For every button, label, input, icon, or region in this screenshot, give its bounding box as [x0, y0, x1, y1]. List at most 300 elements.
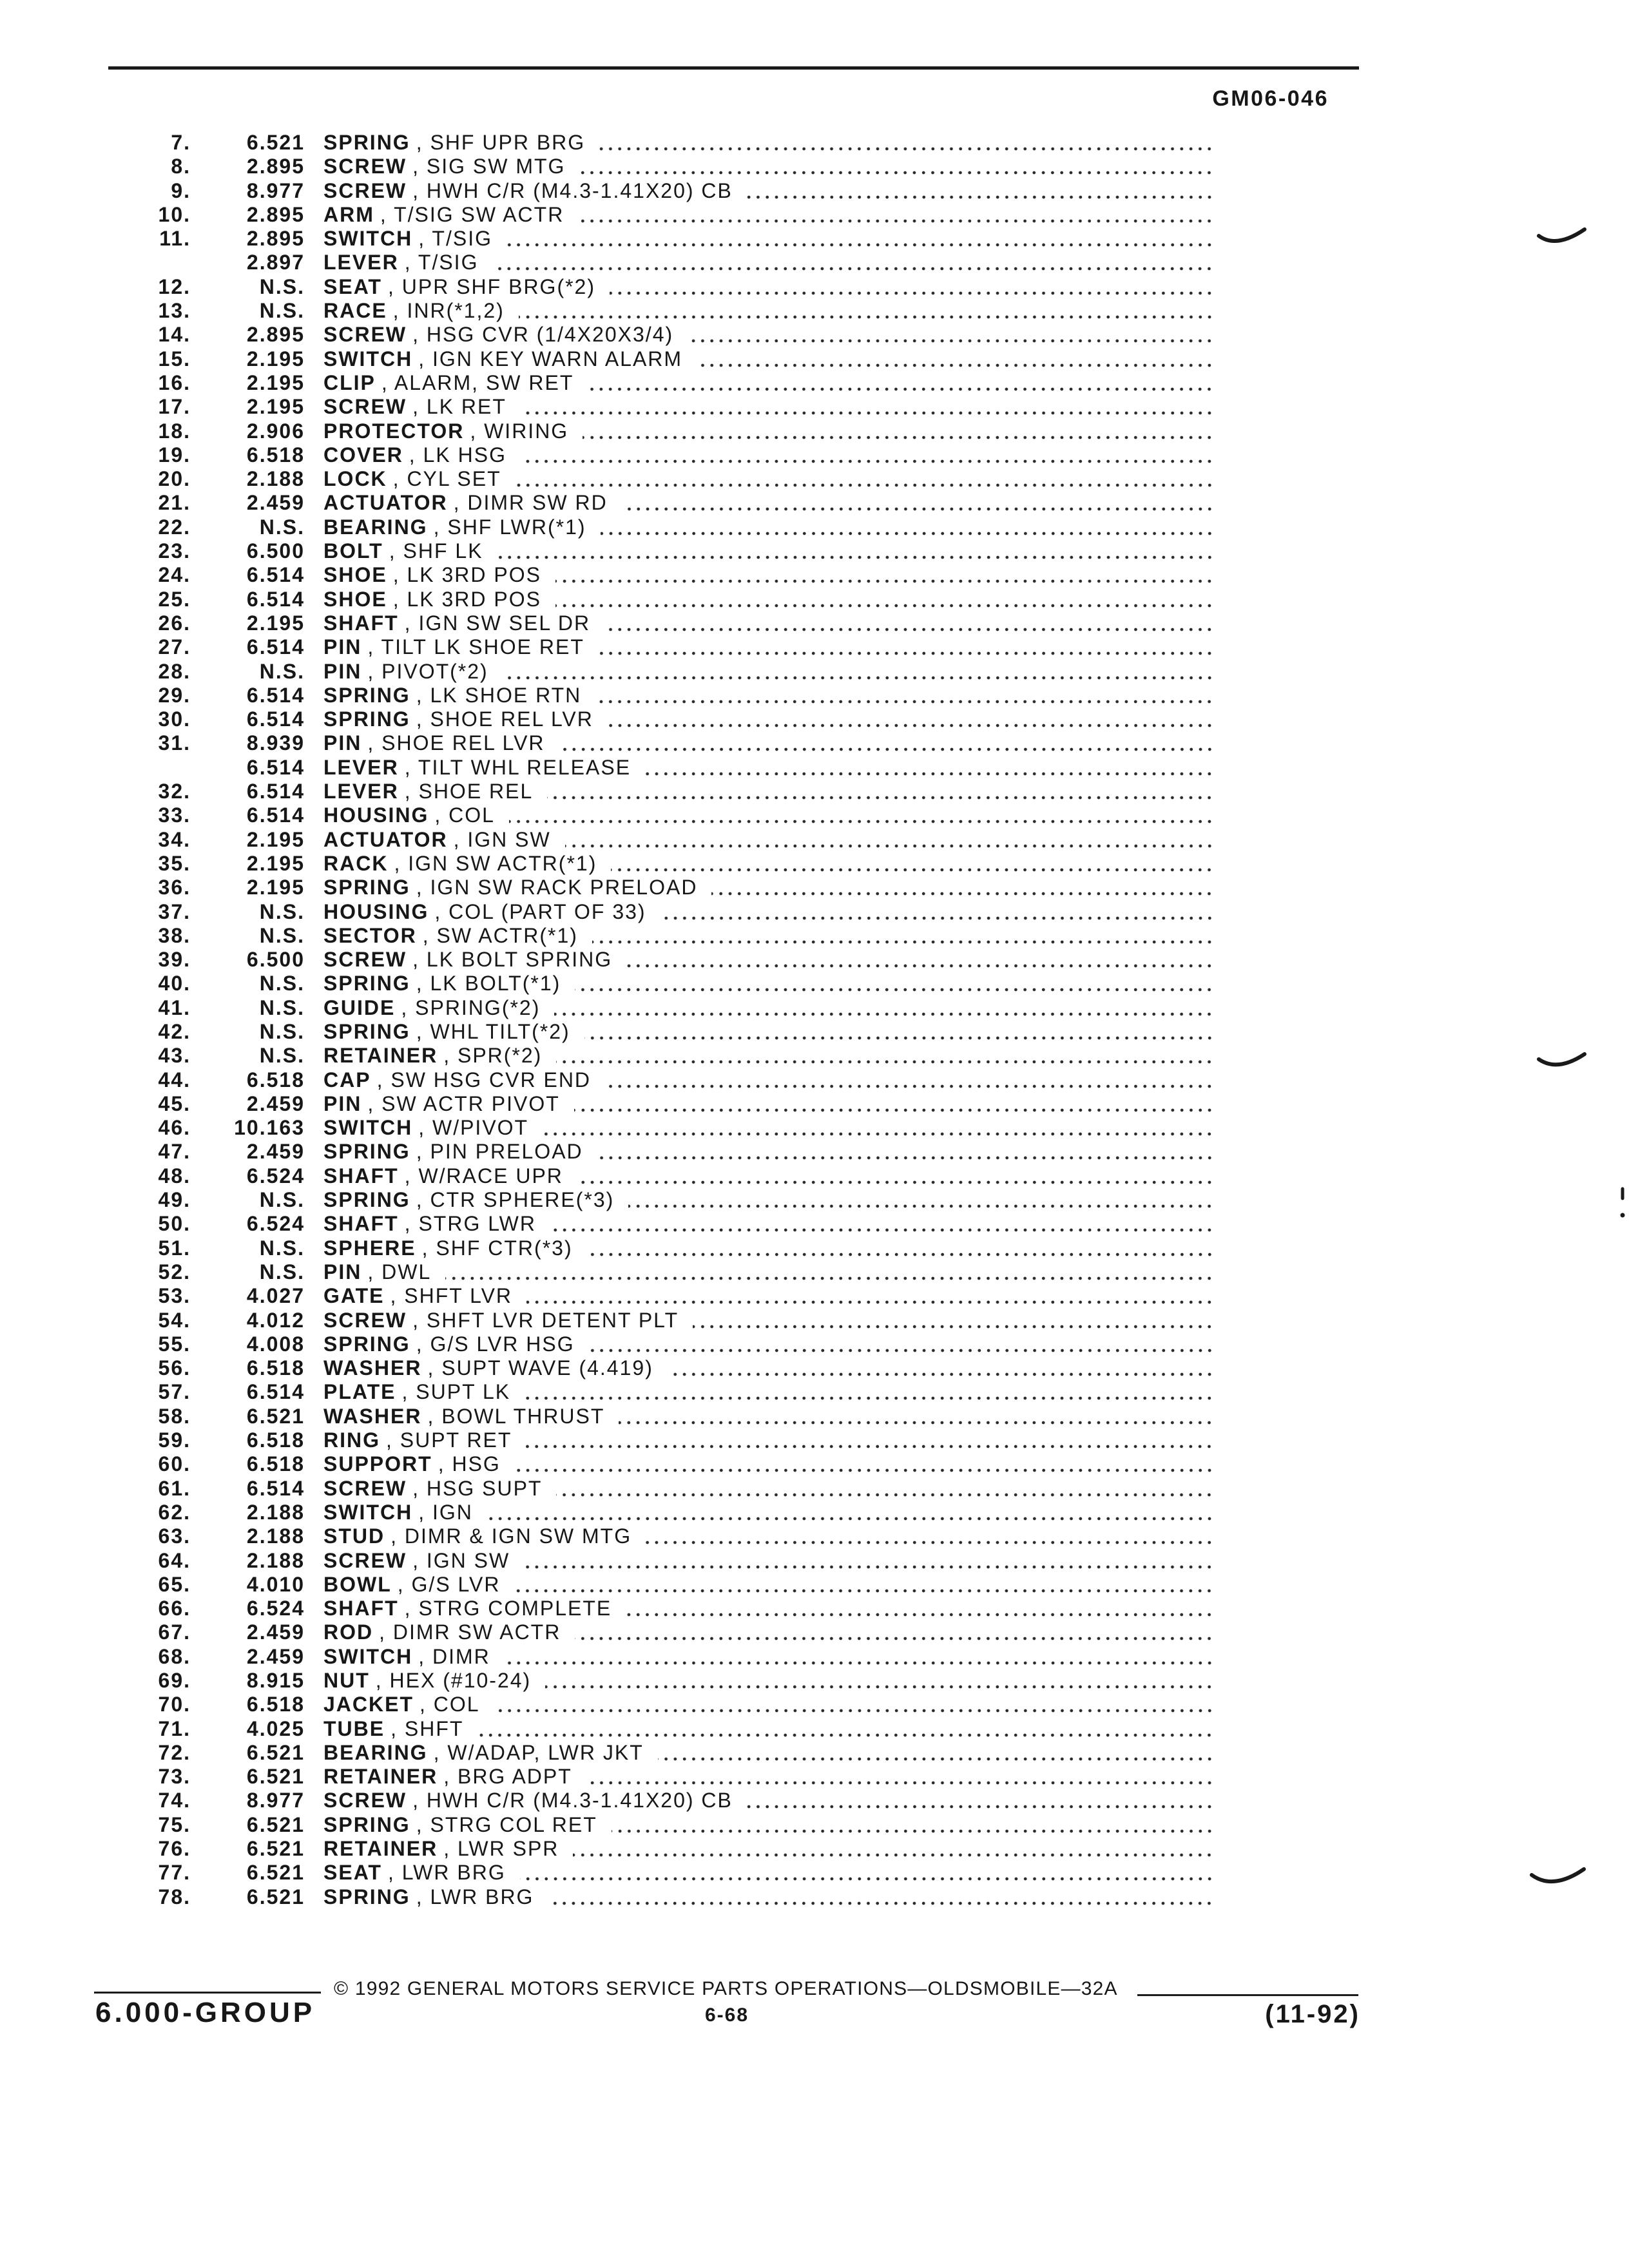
part-name: SPRING	[323, 1188, 410, 1212]
parts-row	[0, 1284, 1629, 1308]
part-description	[323, 131, 1214, 155]
part-detail: , SHF UPR BRG	[416, 131, 586, 154]
parts-row	[0, 1693, 1629, 1716]
dot-leader	[559, 747, 1214, 751]
parts-row	[0, 756, 1629, 780]
parts-row	[0, 611, 1629, 635]
group-number: 4.025	[246, 1716, 305, 1740]
part-name: PLATE	[323, 1380, 396, 1404]
dot-leader	[547, 796, 1214, 800]
part-detail: , IGN SW RACK PRELOAD	[416, 876, 698, 899]
revision-date: (11-92)	[1265, 2000, 1360, 2028]
part-description	[323, 876, 1214, 899]
item-number: 47.	[158, 1140, 191, 1164]
parts-row	[0, 1620, 1629, 1644]
part-name: SCREW	[323, 323, 407, 347]
dot-leader	[575, 1637, 1214, 1640]
part-name: STUD	[323, 1524, 385, 1548]
dot-leader	[521, 459, 1214, 463]
parts-row	[0, 275, 1629, 299]
part-name: SPRING	[323, 1332, 410, 1356]
parts-row	[0, 467, 1629, 491]
part-name: GUIDE	[323, 995, 396, 1019]
dot-leader	[574, 1108, 1214, 1112]
part-name: SWITCH	[323, 1116, 413, 1140]
part-detail: , SHFT	[390, 1716, 464, 1740]
group-number: 6.521	[246, 1765, 305, 1789]
item-number: 53.	[158, 1284, 191, 1308]
parts-row	[0, 1645, 1629, 1669]
part-description	[323, 275, 1214, 299]
dot-leader	[668, 1372, 1214, 1376]
parts-row	[0, 515, 1629, 539]
parts-row	[0, 1260, 1629, 1284]
part-detail: , SPR(*2)	[443, 1044, 543, 1068]
group-number: 2.895	[246, 202, 305, 226]
part-name: SCREW	[323, 948, 407, 972]
part-name: SCREW	[323, 1789, 407, 1812]
part-description	[323, 299, 1214, 323]
group-number: N.S.	[259, 923, 305, 947]
part-name: SECTOR	[323, 923, 417, 947]
dot-leader	[555, 604, 1214, 608]
part-name: PIN	[323, 1091, 362, 1115]
group-number: 2.188	[246, 1500, 305, 1524]
part-name: SHAFT	[323, 611, 399, 635]
part-name: SPRING	[323, 1885, 410, 1908]
part-detail: , LK RET	[412, 395, 506, 419]
part-name: TUBE	[323, 1716, 385, 1740]
group-number: 2.195	[246, 395, 305, 419]
part-description	[323, 323, 1214, 347]
parts-row	[0, 203, 1629, 227]
dot-leader	[626, 1613, 1214, 1617]
parts-row	[0, 1212, 1629, 1236]
part-name: SPHERE	[323, 1236, 416, 1260]
group-number: N.S.	[259, 1044, 305, 1068]
part-name: RACE	[323, 299, 387, 323]
part-name: PIN	[323, 1260, 362, 1283]
part-description	[323, 515, 1214, 539]
item-number: 62.	[158, 1500, 191, 1524]
item-number: 32.	[158, 780, 191, 803]
dot-leader	[599, 147, 1214, 151]
parts-row	[0, 635, 1629, 659]
part-description	[323, 1212, 1214, 1236]
parts-row	[0, 900, 1629, 924]
group-number: 6.518	[246, 1452, 305, 1476]
dot-leader	[599, 651, 1214, 655]
dot-leader	[588, 387, 1214, 391]
part-name: ACTUATOR	[323, 491, 448, 515]
parts-row	[0, 731, 1629, 755]
item-number: 68.	[158, 1644, 191, 1668]
parts-row	[0, 539, 1629, 563]
dot-leader	[612, 1829, 1214, 1833]
part-name: SPRING	[323, 1140, 410, 1164]
parts-row	[0, 1309, 1629, 1332]
part-description	[323, 996, 1214, 1020]
parts-row	[0, 419, 1629, 443]
part-detail: , SUPT LK	[401, 1380, 511, 1404]
part-description	[323, 635, 1214, 659]
dot-leader	[619, 1421, 1214, 1425]
group-number: 8.977	[246, 178, 305, 202]
part-name: SPRING	[323, 972, 410, 995]
item-number: 58.	[158, 1404, 191, 1428]
part-description	[323, 1693, 1214, 1716]
part-detail: , HWH C/R (M4.3-1.41X20) CB	[412, 178, 733, 202]
group-number: 6.514	[246, 1476, 305, 1500]
parts-row	[0, 972, 1629, 995]
parts-row	[0, 1236, 1629, 1260]
dot-leader	[550, 1228, 1214, 1232]
part-detail: , COL	[434, 803, 495, 827]
part-description	[323, 1597, 1214, 1620]
part-name: LEVER	[323, 251, 399, 274]
part-name: SPRING	[323, 707, 410, 731]
dot-leader	[543, 1132, 1214, 1136]
part-detail: , HSG	[438, 1452, 501, 1476]
part-detail: , IGN SW ACTR(*1)	[394, 851, 597, 875]
part-name: NUT	[323, 1669, 370, 1692]
group-number: N.S.	[259, 899, 305, 923]
part-description	[323, 227, 1214, 251]
parts-row	[0, 707, 1629, 731]
group-number: 2.459	[246, 1140, 305, 1164]
parts-row	[0, 491, 1629, 515]
part-description	[323, 1501, 1214, 1524]
dot-leader	[577, 1180, 1214, 1184]
dot-leader	[525, 1396, 1214, 1400]
part-detail: , SW HSG CVR END	[376, 1068, 592, 1091]
part-name: WASHER	[323, 1404, 422, 1428]
dot-leader	[584, 1036, 1214, 1040]
part-detail: , G/S LVR HSG	[416, 1332, 575, 1356]
item-number: 9.	[171, 178, 191, 202]
item-number: 18.	[158, 419, 191, 443]
part-description	[323, 1116, 1214, 1140]
part-description	[323, 924, 1214, 948]
dot-leader	[492, 267, 1214, 271]
part-detail: , SHFT LVR	[390, 1284, 513, 1308]
part-detail: , INR(*1,2)	[392, 299, 505, 323]
part-detail: , PIN PRELOAD	[416, 1140, 583, 1164]
item-number: 42.	[158, 1019, 191, 1043]
item-number: 44.	[158, 1068, 191, 1091]
margin-mark	[1619, 1187, 1626, 1222]
item-number: 39.	[158, 948, 191, 972]
part-name: WASHER	[323, 1356, 422, 1380]
part-description	[323, 900, 1214, 924]
part-detail: , DIMR SW ACTR	[379, 1620, 561, 1644]
item-number: 75.	[158, 1812, 191, 1836]
group-number: 6.514	[246, 587, 305, 611]
part-name: SPRING	[323, 876, 410, 899]
part-description	[323, 1332, 1214, 1356]
part-description	[323, 1164, 1214, 1188]
group-number: 6.518	[246, 1356, 305, 1380]
part-detail: , LWR BRG	[416, 1885, 534, 1908]
part-name: ACTUATOR	[323, 827, 448, 851]
part-name: SHOE	[323, 587, 387, 611]
part-description	[323, 803, 1214, 827]
part-name: RETAINER	[323, 1837, 438, 1861]
dot-leader	[628, 1204, 1214, 1208]
part-detail: , SHF CTR(*3)	[421, 1236, 573, 1260]
dot-leader	[519, 315, 1214, 319]
part-name: LOCK	[323, 467, 387, 491]
item-number: 38.	[158, 923, 191, 947]
group-number: 6.514	[246, 780, 305, 803]
dot-leader	[693, 1325, 1214, 1329]
part-detail: , SHOE REL LVR	[367, 731, 545, 755]
item-number: 37.	[158, 899, 191, 923]
header-rule	[108, 66, 1359, 70]
part-detail: , BOWL THRUST	[427, 1404, 605, 1428]
dot-leader	[747, 195, 1214, 199]
parts-row	[0, 1116, 1629, 1140]
part-description	[323, 1765, 1214, 1789]
part-name: SCREW	[323, 1476, 407, 1500]
group-number: 2.459	[246, 1620, 305, 1644]
part-detail: , TILT LK SHOE RET	[367, 635, 584, 659]
item-number: 66.	[158, 1597, 191, 1620]
dot-leader	[487, 1517, 1214, 1521]
group-number: 6.514	[246, 1380, 305, 1404]
dot-leader	[477, 1733, 1214, 1737]
part-detail: , SW ACTR PIVOT	[367, 1091, 560, 1115]
dot-leader	[608, 724, 1214, 727]
group-number: 4.008	[246, 1332, 305, 1356]
part-detail: , W/ADAP, LWR JKT	[433, 1740, 644, 1764]
parts-row	[0, 1885, 1629, 1909]
dot-leader	[578, 219, 1214, 223]
dot-leader	[503, 676, 1214, 680]
item-number: 45.	[158, 1091, 191, 1115]
part-detail: , DIMR & IGN SW MTG	[390, 1524, 632, 1548]
part-detail: , SUPT WAVE (4.419)	[427, 1356, 653, 1380]
dot-leader	[556, 1493, 1214, 1497]
part-detail: , IGN SW SEL DR	[404, 611, 591, 635]
dot-leader	[604, 628, 1214, 631]
item-number: 73.	[158, 1765, 191, 1789]
dot-leader	[524, 1565, 1214, 1569]
part-detail: , DWL	[367, 1260, 432, 1283]
part-description	[323, 1717, 1214, 1741]
dot-leader	[583, 436, 1214, 439]
item-number: 74.	[158, 1789, 191, 1812]
item-number: 30.	[158, 707, 191, 731]
dot-leader	[556, 1060, 1214, 1064]
group-number: 6.514	[246, 683, 305, 707]
part-detail: , SHFT LVR DETENT PLT	[412, 1308, 679, 1332]
part-name: RING	[323, 1428, 380, 1452]
part-name: SPRING	[323, 683, 410, 707]
margin-mark	[1530, 1866, 1586, 1893]
part-name: BOWL	[323, 1572, 392, 1596]
group-number: 2.188	[246, 1524, 305, 1548]
part-detail: , SUPT RET	[386, 1428, 512, 1452]
dot-leader	[611, 868, 1214, 872]
part-name: HOUSING	[323, 803, 429, 827]
part-description	[323, 563, 1214, 587]
part-description	[323, 707, 1214, 731]
group-number: 8.939	[246, 731, 305, 755]
dot-leader	[605, 1084, 1214, 1088]
group-number: 2.897	[246, 251, 305, 274]
part-description	[323, 1309, 1214, 1332]
dot-leader	[548, 1901, 1214, 1905]
item-number: 72.	[158, 1740, 191, 1764]
dot-leader	[520, 1877, 1214, 1881]
parts-row	[0, 1741, 1629, 1765]
part-detail: , LK BOLT(*1)	[416, 972, 561, 995]
margin-mark	[1537, 226, 1587, 251]
part-description	[323, 1428, 1214, 1452]
item-number: 16.	[158, 370, 191, 394]
part-detail: , IGN SW	[453, 827, 551, 851]
group-number: N.S.	[259, 995, 305, 1019]
item-number: 33.	[158, 803, 191, 827]
dot-leader	[589, 1349, 1214, 1352]
item-number: 15.	[158, 347, 191, 370]
parts-row	[0, 803, 1629, 827]
item-number: 78.	[158, 1885, 191, 1908]
item-number: 71.	[158, 1716, 191, 1740]
group-number: 6.521	[246, 131, 305, 154]
part-description	[323, 588, 1214, 611]
part-detail: , LK BOLT SPRING	[412, 948, 613, 972]
dot-leader	[711, 892, 1214, 896]
part-detail: , DIMR	[418, 1644, 490, 1668]
parts-row	[0, 588, 1629, 611]
part-name: SUPPORT	[323, 1452, 432, 1476]
group-number: 6.514	[246, 563, 305, 587]
group-number: 6.524	[246, 1164, 305, 1187]
part-description	[323, 684, 1214, 707]
part-detail: , STRG COMPLETE	[404, 1597, 612, 1620]
dot-leader	[445, 1276, 1214, 1280]
part-description	[323, 972, 1214, 995]
part-description	[323, 1380, 1214, 1404]
parts-row	[0, 1332, 1629, 1356]
part-detail: , W/RACE UPR	[404, 1164, 563, 1187]
part-detail: , SPRING(*2)	[401, 995, 541, 1019]
dot-leader	[521, 411, 1214, 415]
part-detail: , SIG SW MTG	[412, 155, 566, 178]
page-number: 6-68	[704, 2004, 749, 2026]
part-name: GATE	[323, 1284, 385, 1308]
parts-row	[0, 563, 1629, 587]
parts-row	[0, 1789, 1629, 1812]
part-detail: , T/SIG	[404, 251, 479, 274]
part-name: CLIP	[323, 370, 376, 394]
dot-leader	[545, 1685, 1214, 1689]
part-detail: , SHOE REL	[404, 780, 534, 803]
group-number: 8.915	[246, 1669, 305, 1692]
dot-leader	[516, 483, 1214, 487]
item-number: 35.	[158, 851, 191, 875]
part-description	[323, 491, 1214, 515]
part-name: PIN	[323, 659, 362, 683]
part-description	[323, 1861, 1214, 1885]
part-detail: , HSG SUPT	[412, 1476, 543, 1500]
part-detail: , IGN SW	[412, 1548, 510, 1572]
part-detail: , STRG COL RET	[416, 1812, 597, 1836]
part-description	[323, 395, 1214, 419]
item-number: 26.	[158, 611, 191, 635]
group-number: N.S.	[259, 274, 305, 298]
parts-row	[0, 1356, 1629, 1380]
group-number: 2.195	[246, 611, 305, 635]
parts-row	[0, 371, 1629, 395]
part-description	[323, 660, 1214, 684]
dot-leader	[697, 363, 1214, 367]
part-name: SCREW	[323, 395, 407, 419]
group-number: 2.195	[246, 827, 305, 851]
part-description	[323, 731, 1214, 755]
group-number: N.S.	[259, 659, 305, 683]
item-number: 63.	[158, 1524, 191, 1548]
part-name: LEVER	[323, 780, 399, 803]
part-name: LEVER	[323, 755, 399, 779]
group-number: N.S.	[259, 1236, 305, 1260]
parts-row	[0, 1524, 1629, 1548]
item-number: 49.	[158, 1188, 191, 1212]
dot-leader	[497, 555, 1214, 559]
part-name: SPRING	[323, 1812, 410, 1836]
group-number: N.S.	[259, 1260, 305, 1283]
parts-row	[0, 1669, 1629, 1693]
part-name: RETAINER	[323, 1044, 438, 1068]
dot-leader	[622, 507, 1214, 511]
item-number: 11.	[159, 227, 191, 251]
part-description	[323, 1452, 1214, 1476]
parts-list	[0, 131, 1629, 1909]
part-description	[323, 1236, 1214, 1260]
dot-leader	[646, 1541, 1214, 1544]
dot-leader	[658, 1757, 1214, 1761]
part-name: SCREW	[323, 1548, 407, 1572]
group-number: 6.514	[246, 803, 305, 827]
item-number: 76.	[158, 1837, 191, 1861]
group-number: 2.459	[246, 491, 305, 515]
part-description	[323, 1092, 1214, 1116]
part-detail: , WHL TILT(*2)	[416, 1019, 570, 1043]
part-name: RACK	[323, 851, 389, 875]
parts-row	[0, 1188, 1629, 1212]
group-number: 2.195	[246, 876, 305, 899]
part-detail: , WIRING	[470, 419, 569, 443]
group-number: 2.906	[246, 419, 305, 443]
group-number: 6.514	[246, 755, 305, 779]
item-number: 43.	[158, 1044, 191, 1068]
parts-row	[0, 948, 1629, 972]
part-detail: , TILT WHL RELEASE	[404, 755, 631, 779]
part-description	[323, 347, 1214, 371]
item-number: 65.	[158, 1572, 191, 1596]
group-number: 2.195	[246, 347, 305, 370]
group-label: 6.000-GROUP	[95, 1997, 316, 2028]
item-number: 64.	[158, 1548, 191, 1572]
dot-leader	[526, 1300, 1214, 1304]
dot-leader	[597, 1156, 1214, 1160]
group-number: 2.459	[246, 1091, 305, 1115]
part-description	[323, 1188, 1214, 1212]
group-number: 6.500	[246, 539, 305, 563]
part-description	[323, 1837, 1214, 1861]
